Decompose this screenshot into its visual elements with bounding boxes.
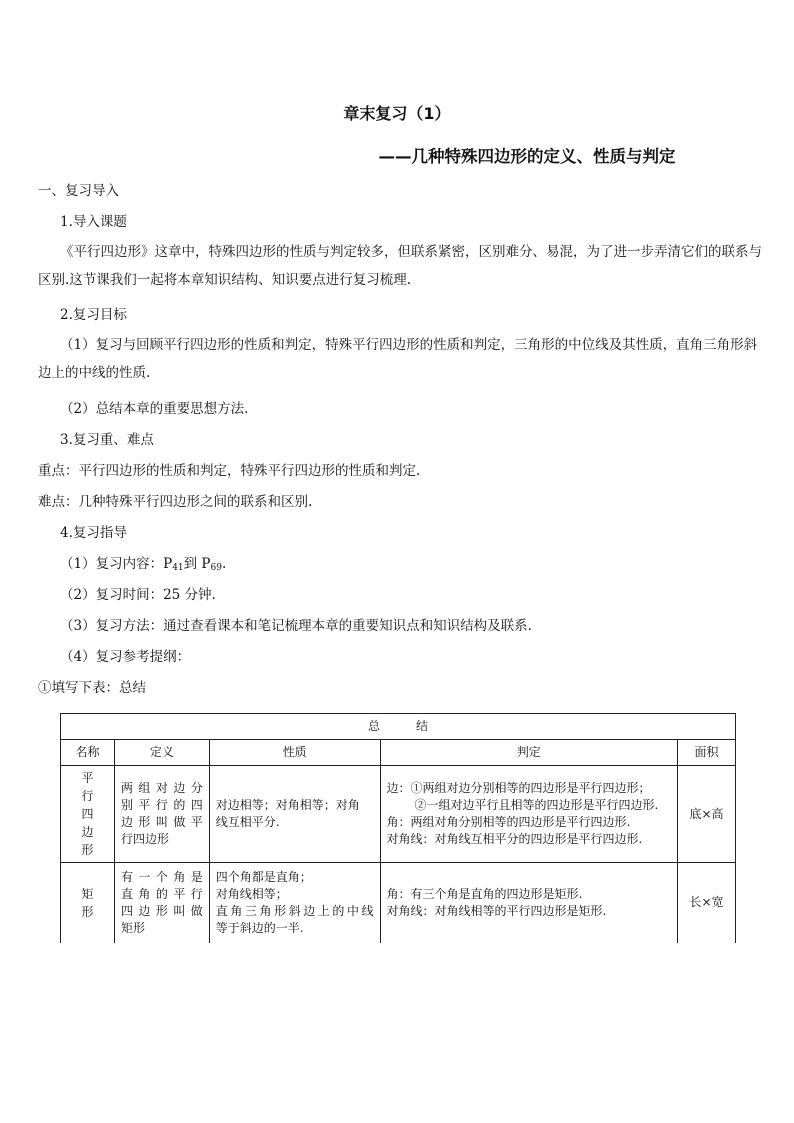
item3-difficult: 难点：几种特殊平行四边形之间的联系和区别. (38, 494, 313, 510)
item4-content: （1）复习内容：$P_{41}$到 $P_{69}$. (60, 556, 227, 573)
item1-text: 《平行四边形》这章中，特殊四边形的性质与判定较多，但联系紧密，区别难分、易混，为了进一步弄清它们的联系与区别.这节课我们一起将本章知识结构、知识要点进行复习梳理. (38, 244, 762, 288)
item4-outline: （4）复习参考提纲： (60, 649, 191, 665)
item3-key: 重点：平行四边形的性质和判定，特殊平行四边形的性质和判定. (38, 463, 421, 479)
header-definition: 定义 (114, 740, 209, 766)
item3-heading: 3.复习重、难点 (60, 432, 154, 448)
fill-table-label: ①填写下表：总结 (38, 680, 146, 696)
item4-heading: 4.复习指导 (60, 525, 127, 541)
table-caption: 总 结 (61, 714, 736, 740)
header-area: 面积 (678, 740, 736, 766)
table-header-row (61, 740, 736, 766)
row-judgement: 边：①两组对边分别相等的四边形是平行四边形； ②一组对边平行且相等的四边形是平行四边形. 角：两组对角分别相等的四边形是平行四边形. 对角线：对角线互相平分的四边形是平行四边形. (380, 766, 678, 863)
row-name-rectangle: 矩 形 (61, 863, 115, 943)
item4-method: （3）复习方法：通过查看课本和笔记梳理本章的重要知识点和知识结构及联系. (60, 618, 532, 634)
row-name-parallelogram: 平 行 四 边 形 (61, 766, 115, 863)
row-definition: 有一个角是 直角的平行 四边形叫做 矩形 (114, 863, 209, 943)
item4-time: （2）复习时间：25 分钟. (60, 587, 216, 603)
table-row (61, 766, 736, 863)
page-title: 章末复习（1） (343, 104, 451, 123)
row-properties: 四个角都是直角； 对角线相等； 直角三角形斜边上的中线 等于斜边的一半. (209, 863, 380, 943)
row-area: 长×宽 (678, 863, 736, 943)
row-properties: 对边相等；对角相等；对角 线互相平分. (209, 766, 380, 863)
page-subtitle: ——几种特殊四边形的定义、性质与判定 (378, 147, 676, 166)
item2-goal2: （2）总结本章的重要思想方法. (60, 401, 249, 417)
item1-heading: 1.导入课题 (60, 214, 127, 230)
section-heading-1: 一、复习导入 (38, 183, 119, 199)
row-area: 底×高 (678, 766, 736, 863)
item2-goal1: （1）复习与回顾平行四边形的性质和判定，特殊平行四边形的性质和判定，三角形的中位线及其性质，直角三角形斜边上的中线的性质. (38, 337, 758, 381)
header-judgement: 判定 (380, 740, 678, 766)
summary-table (60, 713, 736, 943)
header-properties: 性质 (209, 740, 380, 766)
row-definition: 两组对边分 别平行的四 边形叫做平 行四边形 (114, 766, 209, 863)
header-name: 名称 (61, 740, 115, 766)
table-row (61, 863, 736, 943)
item2-heading: 2.复习目标 (60, 307, 127, 323)
row-judgement: 角：有三个角是直角的四边形是矩形. 对角线：对角线相等的平行四边形是矩形. (380, 863, 678, 943)
